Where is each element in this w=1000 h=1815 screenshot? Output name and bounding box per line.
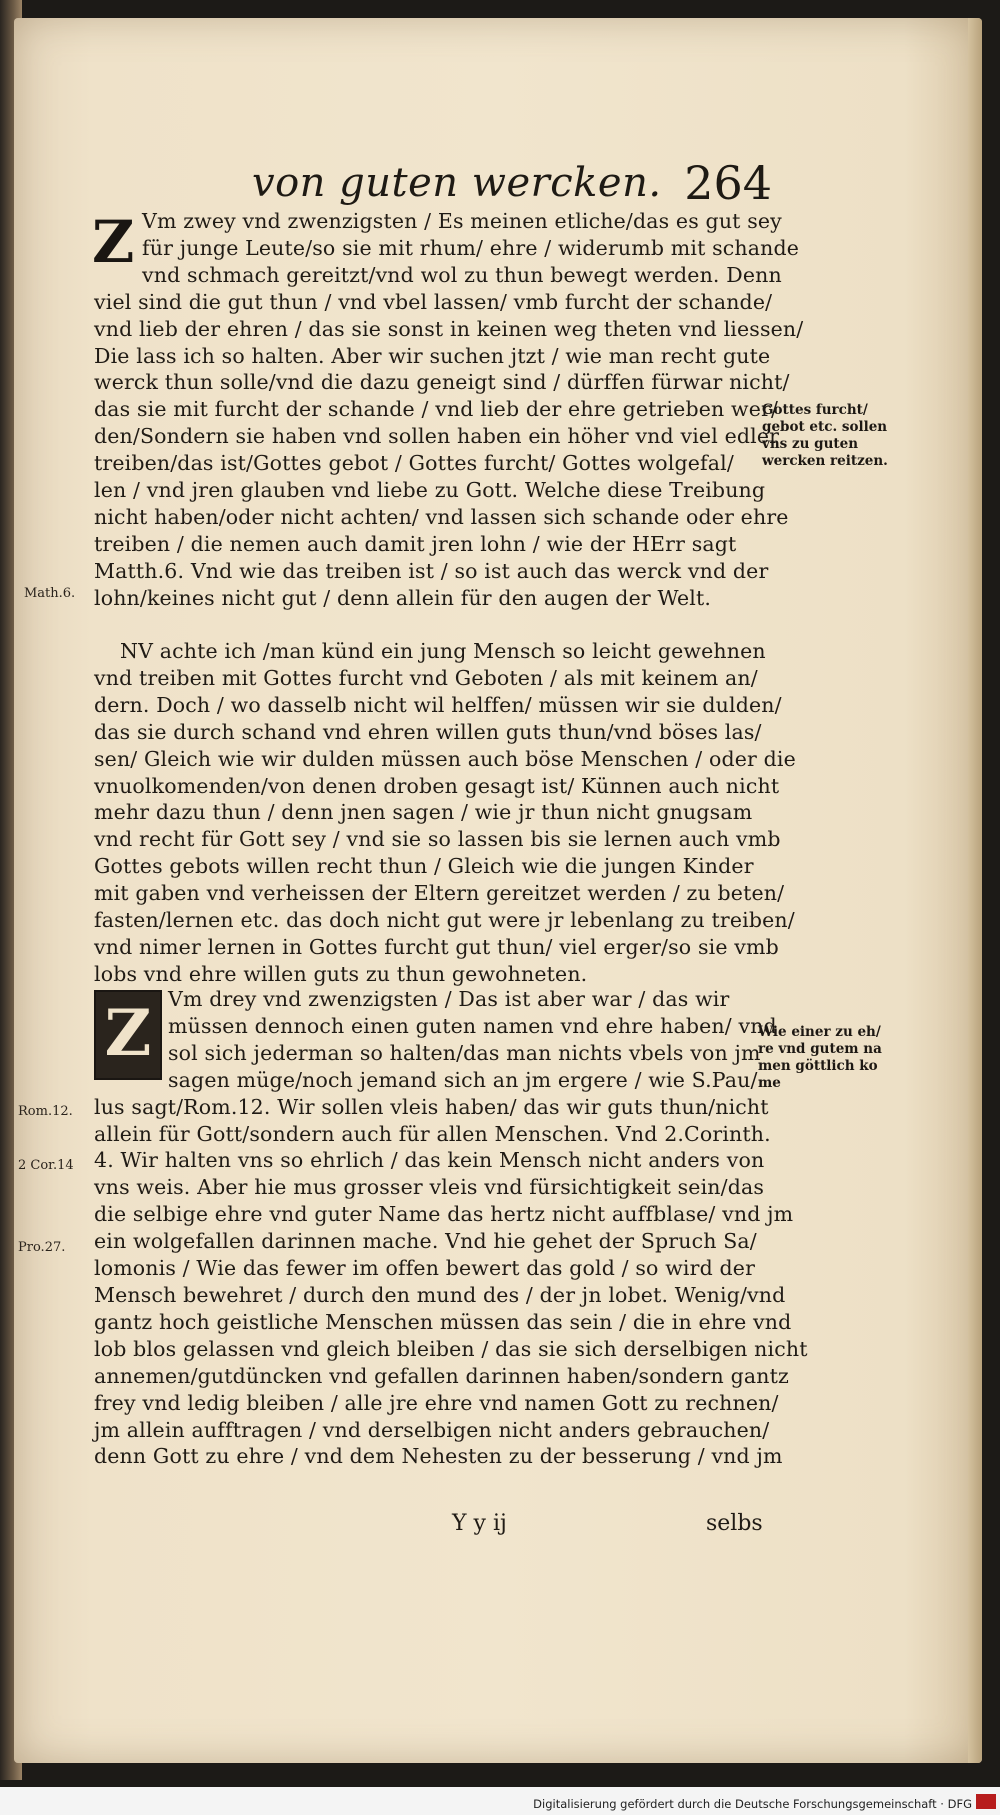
text-line: frey vnd ledig bleiben / alle jre ehre vnd namen Gott zu rechnen/ (94, 1390, 779, 1415)
paragraph-22 (92, 208, 804, 612)
text-line: vnd treiben mit Gottes furcht vnd Geboten / als mit keinem an/ (94, 665, 758, 690)
signature-mark: Y y ij (452, 1511, 507, 1536)
text-line: denn Gott zu ehre / vnd dem Nehesten zu der besserung / vnd jm (94, 1444, 783, 1469)
text-line: NV achte ich /man künd ein jung Mensch so leicht gewehnen (120, 639, 766, 663)
marginal-note-ehre-namen (758, 1024, 882, 1092)
text-line: Gottes gebots willen recht thun / Gleich wie die jungen Kinder (94, 854, 754, 879)
text-line: Vm zwey vnd zwenzigsten / Es meinen etliche/das es gut sey (142, 209, 782, 233)
text-line: vnd nimer lernen in Gottes furcht gut thun/ viel erger/so sie vmb (94, 934, 779, 959)
marginal-line: wercken reitzen. (762, 453, 888, 469)
text-line: für junge Leute/so sie mit rhum/ ehre / widerumb mit schande (142, 235, 800, 260)
dfg-logo-icon (976, 1794, 996, 1809)
page-edge (968, 18, 982, 1763)
text-line: lus sagt/Rom.12. Wir sollen vleis haben/ das wir guts thun/nicht (94, 1094, 769, 1119)
text-line: den/Sondern sie haben vnd sollen haben ein höher vnd viel edler (94, 424, 780, 449)
text-line: müssen dennoch einen guten namen vnd ehre haben/ vnd (168, 1013, 777, 1038)
text-line: jm allein aufftragen / vnd derselbigen nicht anders gebrauchen/ (94, 1417, 770, 1442)
marginal-line: re vnd gutem na (758, 1041, 882, 1057)
text-line: vnd lieb der ehren / das sie sonst in keinen weg theten vnd liessen/ (94, 316, 804, 341)
text-line: treiben/das ist/Gottes gebot / Gottes furcht/ Gottes wolgefal/ (94, 451, 734, 476)
text-line: Matth.6. Vnd wie das treiben ist / so ist auch das werck vnd der (94, 558, 769, 583)
text-line: mehr dazu thun / denn jnen sagen / wie jr thun nicht gnugsam (94, 800, 753, 825)
marginal-note-gottes-furcht (762, 402, 888, 470)
scripture-ref-rom: Rom.12. (18, 1104, 73, 1119)
marginal-line: Gottes furcht/ (762, 402, 868, 418)
digitization-note: Digitalisierung gefördert durch die Deutsche Forschungsgemeinschaft · DFG (533, 1797, 972, 1811)
scripture-ref-matth: Math.6. (24, 586, 76, 601)
book-page (14, 18, 982, 1763)
text-line: len / vnd jren glauben vnd liebe zu Gott. Welche diese Treibung (94, 478, 766, 503)
text-line: viel sind die gut thun / vnd vbel lassen/ vmb furcht der schande/ (94, 289, 773, 314)
text-line: treiben / die nemen auch damit jren lohn / wie der HErr sagt (94, 531, 737, 556)
text-line: Die lass ich so halten. Aber wir suchen jtzt / wie man recht gute (94, 343, 771, 368)
text-line: mit gaben vnd verheissen der Eltern gereitzet werden / zu beten/ (94, 881, 785, 906)
catchword: selbs (706, 1511, 763, 1536)
text-line: vnd schmach gereitzt/vnd wol zu thun bewegt werden. Denn (142, 262, 782, 287)
text-line: 4. Wir halten vns so ehrlich / das kein Mensch nicht anders von (94, 1148, 765, 1173)
text-line: sagen müge/noch jemand sich an jm ergere / wie S.Pau/ (168, 1067, 758, 1092)
marginal-line: gebot etc. sollen (762, 419, 888, 435)
marginal-line: Wie einer zu eh/ (758, 1024, 881, 1040)
text-line: lobs vnd ehre willen guts zu thun gewohneten. (94, 961, 588, 986)
text-line: Vm drey vnd zwenzigsten / Das ist aber war / das wir (168, 987, 730, 1011)
text-line: gantz hoch geistliche Menschen müssen das sein / die in ehre vnd (94, 1309, 792, 1334)
text-line: dern. Doch / wo dasselb nicht wil helffen/ müssen wir sie dulden/ (94, 692, 782, 717)
text-line: lohn/keines nicht gut / denn allein für den augen der Welt. (94, 585, 712, 610)
text-line: sen/ Gleich wie wir dulden müssen auch böse Menschen / oder die (94, 746, 796, 771)
text-line: werck thun solle/vnd die dazu geneigt sind / dürffen fürwar nicht/ (94, 370, 790, 395)
initial-letter: Z (104, 996, 152, 1071)
text-line: nicht haben/oder nicht achten/ vnd lassen sich schande oder ehre (94, 504, 789, 529)
text-line: ein wolgefallen darinnen mache. Vnd hie gehet der Spruch Sa/ (94, 1229, 757, 1254)
paragraph-23 (94, 986, 808, 1470)
text-line: vnuolkomenden/von denen droben gesagt ist/ Künnen auch nicht (94, 773, 780, 798)
marginal-line: me (758, 1075, 781, 1091)
text-line: sol sich jederman so halten/das man nichts vbels von jm (168, 1040, 761, 1065)
text-line: lob blos gelassen vnd gleich bleiben / das sie sich derselbigen nicht (94, 1336, 808, 1361)
digitization-bar (0, 1787, 1000, 1815)
scripture-ref-cor: 2 Cor.14 (18, 1158, 74, 1173)
text-line: Mensch bewehret / durch den mund des / der jn lobet. Wenig/vnd (94, 1282, 786, 1307)
text-line: fasten/lernen etc. das doch nicht gut were jr lebenlang zu treiben/ (94, 908, 795, 933)
marginal-line: vns zu guten (762, 436, 859, 452)
text-line: lomonis / Wie das fewer im offen bewert das gold / so wird der (94, 1256, 756, 1281)
text-line: vns weis. Aber hie mus grosser vleis vnd fürsichtigkeit sein/das (94, 1175, 765, 1200)
page-number: 264 (684, 156, 772, 210)
text-line: allein für Gott/sondern auch für allen Menschen. Vnd 2.Corinth. (94, 1121, 771, 1146)
initial-letter: Z (92, 208, 135, 276)
text-line: die selbige ehre vnd guter Name das hertz nicht auffblase/ vnd jm (94, 1202, 794, 1227)
text-line: das sie mit furcht der schande / vnd lieb der ehre getrieben wer/ (94, 397, 779, 422)
ornate-initial (94, 990, 162, 1080)
text-line: vnd recht für Gott sey / vnd sie so lassen bis sie lernen auch vmb (94, 827, 781, 852)
scripture-ref-pro: Pro.27. (18, 1240, 66, 1255)
text-line: das sie durch schand vnd ehren willen guts thun/vnd böses las/ (94, 719, 762, 744)
paragraph-nv (94, 638, 796, 988)
running-title: von guten wercken. (252, 160, 662, 206)
marginal-line: men göttlich ko (758, 1058, 878, 1074)
text-line: annemen/gutdüncken vnd gefallen darinnen haben/sondern gantz (94, 1363, 789, 1388)
